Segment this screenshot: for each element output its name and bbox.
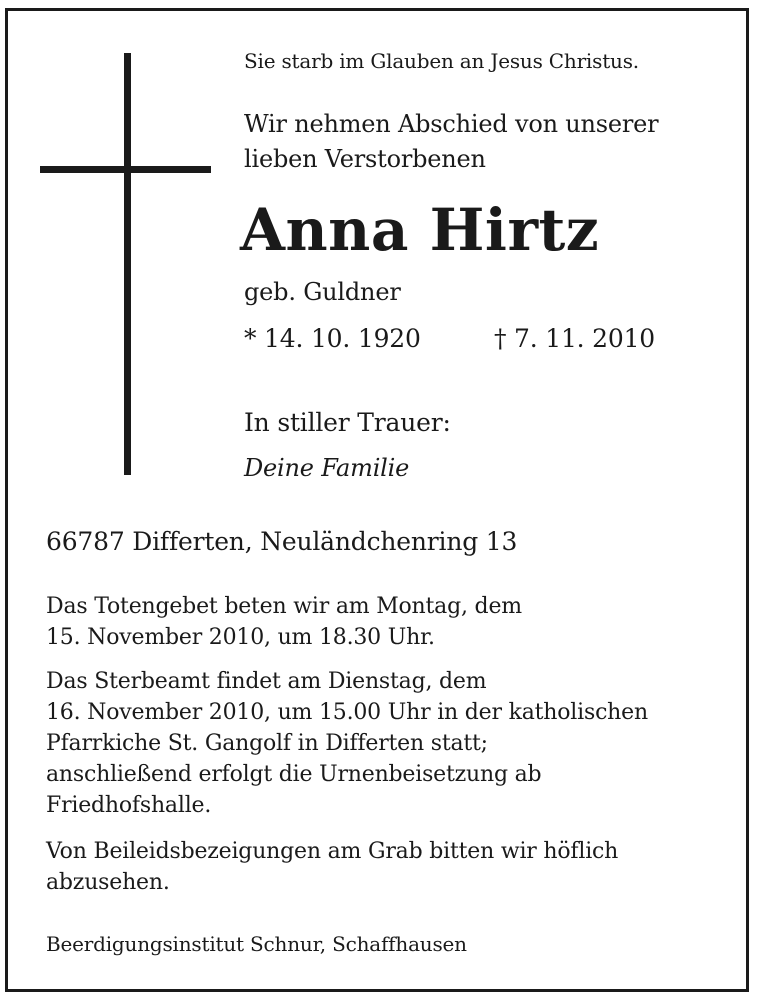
funeral-home: Beerdigungsinstitut Schnur, Schaffhausen bbox=[46, 932, 467, 956]
mourning-text: In stiller Trauer: bbox=[244, 408, 451, 437]
paragraph-line: Friedhofshalle. bbox=[46, 793, 212, 818]
faith-statement: Sie starb im Glauben an Jesus Christus. bbox=[244, 49, 639, 73]
requiem-paragraph bbox=[46, 666, 648, 821]
obituary-notice bbox=[5, 8, 749, 992]
cross-vertical-beam bbox=[124, 53, 131, 475]
birth-name: geb. Guldner bbox=[244, 278, 401, 306]
paragraph-line: Von Beileidsbezeigungen am Grab bitten wir höflich bbox=[46, 839, 619, 864]
paragraph-line: 16. November 2010, um 15.00 Uhr in der katholischen bbox=[46, 700, 648, 725]
paragraph-line: Das Totengebet beten wir am Montag, dem bbox=[46, 594, 522, 619]
death-date: † 7. 11. 2010 bbox=[494, 324, 655, 353]
deceased-name: Anna Hirtz bbox=[240, 196, 600, 264]
paragraph-line: anschließend erfolgt die Urnenbeisetzung ab bbox=[46, 762, 542, 787]
paragraph-line: Pfarrkiche St. Gangolf in Differten statt; bbox=[46, 731, 488, 756]
condolence-paragraph bbox=[46, 836, 618, 898]
cross-horizontal-beam bbox=[40, 166, 211, 173]
birth-date: * 14. 10. 1920 bbox=[244, 324, 421, 353]
farewell-line: Wir nehmen Abschied von unserer bbox=[244, 110, 659, 138]
address-line: 66787 Differten, Neuländchenring 13 bbox=[46, 527, 518, 556]
paragraph-line: abzusehen. bbox=[46, 870, 170, 895]
mourners-signature: Deine Familie bbox=[244, 454, 410, 482]
paragraph-line: 15. November 2010, um 18.30 Uhr. bbox=[46, 625, 435, 650]
prayer-paragraph bbox=[46, 591, 522, 653]
farewell-text bbox=[244, 107, 658, 177]
farewell-line: lieben Verstorbenen bbox=[244, 145, 486, 173]
paragraph-line: Das Sterbeamt findet am Dienstag, dem bbox=[46, 669, 487, 694]
